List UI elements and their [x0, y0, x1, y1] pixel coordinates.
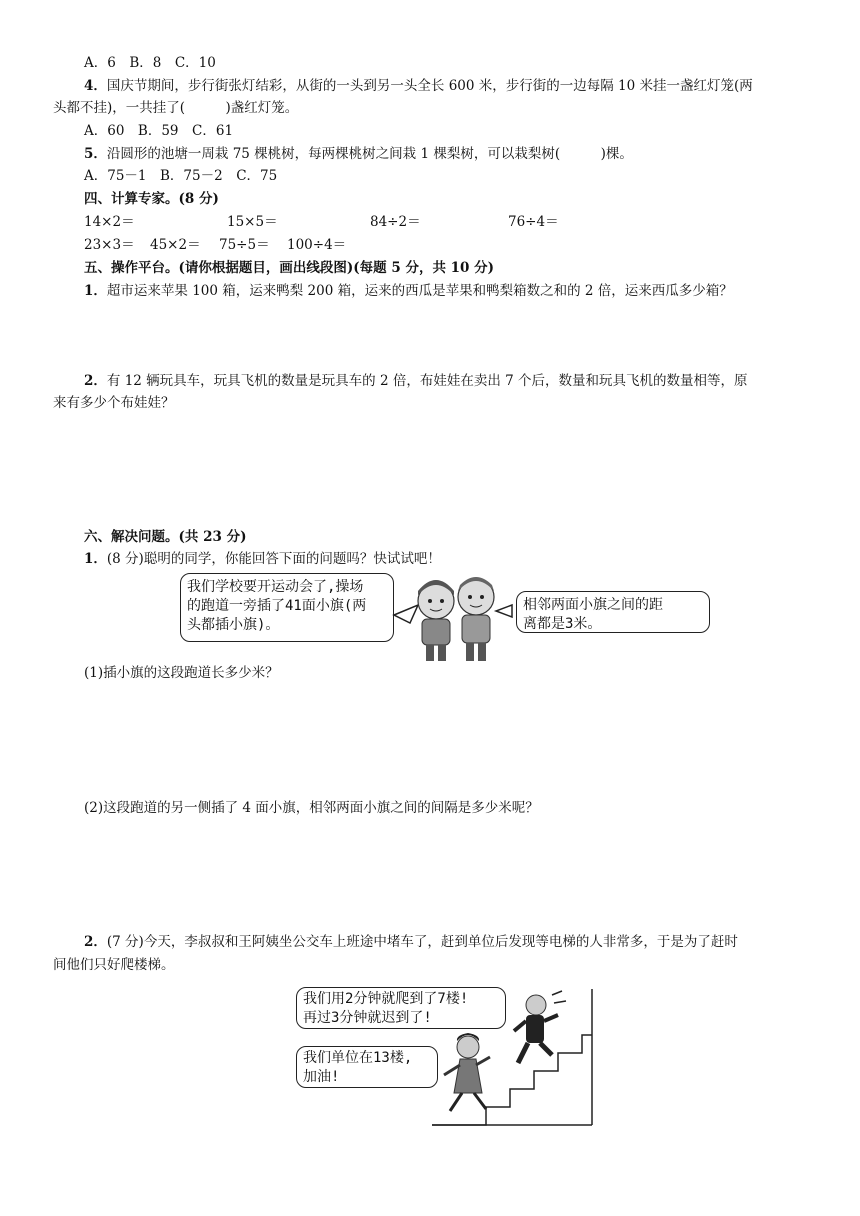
q4-options: A．60 B．59 C．61: [84, 123, 234, 139]
bubble-line: 再过3分钟就迟到了!: [303, 1010, 432, 1026]
bubble-line: 离都是3米。: [523, 616, 602, 632]
bubble-line: 我们用2分钟就爬到了7楼!: [303, 991, 469, 1007]
speech-bubble-top: [296, 987, 506, 1029]
bubble-line: 头都插小旗)。: [187, 617, 280, 633]
q5-options: A．75－1 B．75－2 C．75: [84, 168, 278, 184]
s6-question-1: [84, 550, 441, 568]
calc-item: 14×2＝: [84, 214, 135, 230]
question-number: 1．: [84, 283, 107, 299]
question-number: 4．: [84, 78, 107, 94]
question-text: 有 12 辆玩具车，玩具飞机的数量是玩具车的 2 倍，布娃娃在卖出 7 个后，数量和玩具飞机的数量相等，原: [106, 373, 748, 389]
speech-bubble-right: [516, 591, 710, 633]
bubble-line: 我们单位在13楼,: [303, 1050, 413, 1066]
question-4: [84, 77, 753, 95]
q3-options: A．6 B．8 C．10: [84, 55, 216, 71]
s6-question-2-continued: 间他们只好爬楼梯。: [53, 957, 175, 973]
question-4-continued: 头都不挂)，一共挂了( )盏红灯笼。: [53, 100, 299, 116]
bubble-line: 相邻两面小旗之间的距: [523, 597, 663, 613]
question-text: 国庆节期间，步行街张灯结彩，从街的一头到另一头全长 600 米，步行街的一边每隔 10 米挂一盏红灯笼(两: [106, 78, 753, 94]
s5-question-1: [84, 282, 733, 300]
s6-q1-sub1: (1)插小旗的这段跑道长多少米？: [84, 665, 279, 681]
s6-question-2: [84, 933, 738, 951]
calc-item: 100÷4＝: [287, 237, 347, 253]
calc-item: 75÷5＝: [219, 237, 270, 253]
bubble-line: 我们学校要开运动会了,操场: [187, 579, 364, 595]
section-6-title: 六、解决问题。(共 23 分): [84, 529, 247, 545]
kids-illustration: [388, 575, 518, 665]
s6-q1-sub2: (2)这段跑道的另一侧插了 4 面小旗，相邻两面小旗之间的间隔是多少米呢？: [84, 800, 539, 816]
section-4-title: 四、计算专家。(8 分): [84, 191, 219, 207]
speech-bubble-left: [180, 573, 394, 642]
question-number: 2．: [84, 934, 107, 950]
speech-bubble-bottom: [296, 1046, 438, 1088]
s5-question-2-continued: 来有多少个布娃娃？: [53, 395, 175, 411]
bubble-line: 的跑道一旁插了41面小旗(两: [187, 598, 367, 614]
calc-item: 15×5＝: [227, 214, 278, 230]
question-number: 1．: [84, 551, 107, 567]
section-5-title: 五、操作平台。(请你根据题目，画出线段图)(每题 5 分，共 10 分): [84, 260, 495, 276]
calc-item: 23×3＝: [84, 237, 135, 253]
question-text: (7 分)今天，李叔叔和王阿姨坐公交车上班途中堵车了，赶到单位后发现等电梯的人非常多，于是为了赶时: [106, 934, 738, 950]
calc-item: 76÷4＝: [508, 214, 559, 230]
calc-item: 45×2＝: [150, 237, 201, 253]
question-number: 2．: [84, 373, 107, 389]
question-number: 5．: [84, 146, 107, 162]
s5-question-2: [84, 372, 748, 390]
bubble-line: 加油!: [303, 1069, 340, 1085]
question-5: [84, 145, 633, 163]
question-text: 沿圆形的池塘一周栽 75 棵桃树，每两棵桃树之间栽 1 棵梨树，可以栽梨树( )棵。: [106, 146, 633, 162]
question-text: (8 分)聪明的同学，你能回答下面的问题吗？快试试吧！: [106, 551, 441, 567]
question-text: 超市运来苹果 100 箱，运来鸭梨 200 箱，运来的西瓜是苹果和鸭梨箱数之和的 2 倍，运来西瓜多少箱？: [106, 283, 733, 299]
calc-item: 84÷2＝: [370, 214, 421, 230]
